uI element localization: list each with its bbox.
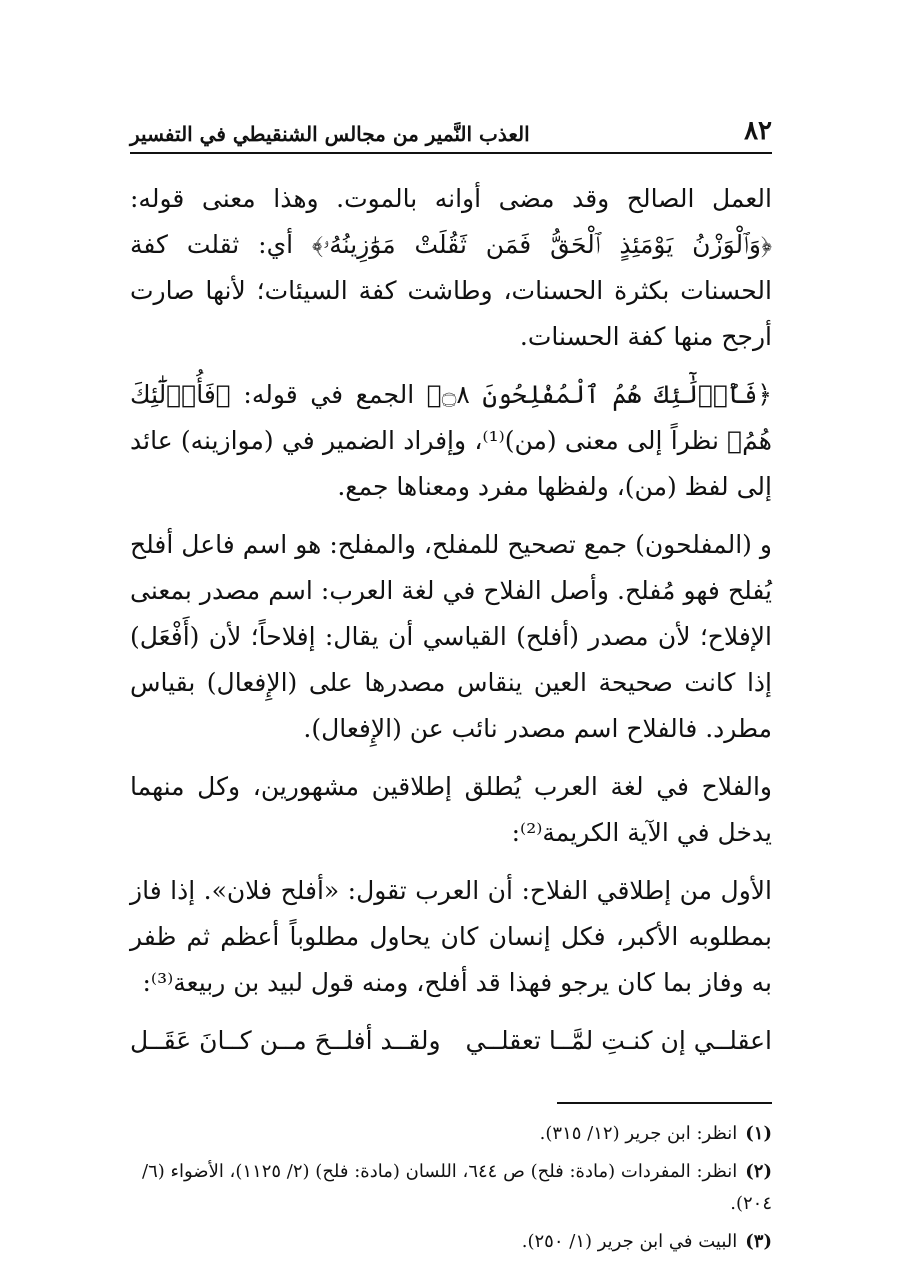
footnote-divider (557, 1102, 772, 1104)
book-page (130, 110, 772, 1264)
paragraph-1: العمل الصالح وقد مضى أوانه بالموت. وهذا معنى قوله: ﴿وَٱلْوَزْنُ يَوْمَئِذٍ ٱلْحَقُّ فَمَن ثَقُلَتْ مَوَٰزِينُهُۥ﴾ أي: ثقلت كفة الحسنات بكثرة الحسنات، وطاشت كفة السيئات؛ لأنها صارت أرجح منها كفة الحسنات. (130, 184, 772, 351)
paragraph-3: و (المفلحون) جمع تصحيح للمفلح، والمفلح: هو اسم فاعل أفلح يُفلح فهو مُفلح. وأصل الفلاح في لغة العرب: اسم مصدر بمعنى الإفلاح؛ لأن مصدر (أفلح) القياسي أن يقال: إفلاحاً؛ لأن (أَفْعَل) إذا كانت صحيحة العين ينقاس مصدرها على (الإِفعال) بقياس مطرد. فالفلاح اسم مصدر نائب عن (الإِفعال). (130, 530, 772, 743)
page-header (130, 110, 772, 154)
footnote-2 (130, 1156, 772, 1220)
footnote-3 (130, 1226, 772, 1258)
page-number: ٨٢ (744, 116, 772, 146)
footnote-text: انظر: المفردات (مادة: فلح) ص ٦٤٤، اللسان (مادة: فلح) (٢/ ١١٢٥)، الأضواء (٦/ ٢٠٤). (142, 1161, 772, 1214)
paragraph-2: ﴿فَأُو۟لَٰٓئِكَ هُمُ ٱلْمُفْلِحُونَ ۝٨﴾ الجمع في قوله: ﴿فَأُو۟لَٰٓئِكَ هُمُ﴾ نظراً إلى معنى (من)⁽¹⁾، وإفراد الضمير في (موازينه) عائد إلى لفظ (من)، ولفظها مفرد ومعناها جمع. (130, 380, 772, 501)
footnote-text: انظر: ابن جرير (١٢/ ٣١٥). (539, 1123, 738, 1144)
paragraph-5: الأول من إطلاقي الفلاح: أن العرب تقول: «أفلح فلان». إذا فاز بمطلوبه الأكبر، فكل إنسان كان يحاول مطلوباً أعظم ثم ظفر به وفاز بما كان يرجو فهذا قد أفلح، ومنه قول لبيد بن ربيعة⁽³⁾: (130, 876, 772, 997)
book-title: العذب النَّمير من مجالس الشنقيطي في التفسير (130, 122, 530, 146)
poem-first-hemistich: اعقلــي إن كنـتِ لمَّــا تعقلــي (465, 1026, 772, 1055)
footnote-number: (٢) (745, 1161, 772, 1182)
footnotes (130, 1118, 772, 1258)
paragraph-4: والفلاح في لغة العرب يُطلق إطلاقين مشهورين، وكل منهما يدخل في الآية الكريمة⁽²⁾: (130, 772, 772, 847)
footnote-1 (130, 1118, 772, 1150)
poem-verse (130, 1018, 772, 1064)
poem-second-hemistich: ولقــد أفلــحَ مــن كــانَ عَقَــل (130, 1026, 441, 1055)
footnote-number: (١) (745, 1123, 772, 1144)
footnote-number: (٣) (745, 1231, 772, 1252)
footnote-text: البيت في ابن جرير (١/ ٢٥٠). (521, 1231, 738, 1252)
page-body (130, 176, 772, 1064)
